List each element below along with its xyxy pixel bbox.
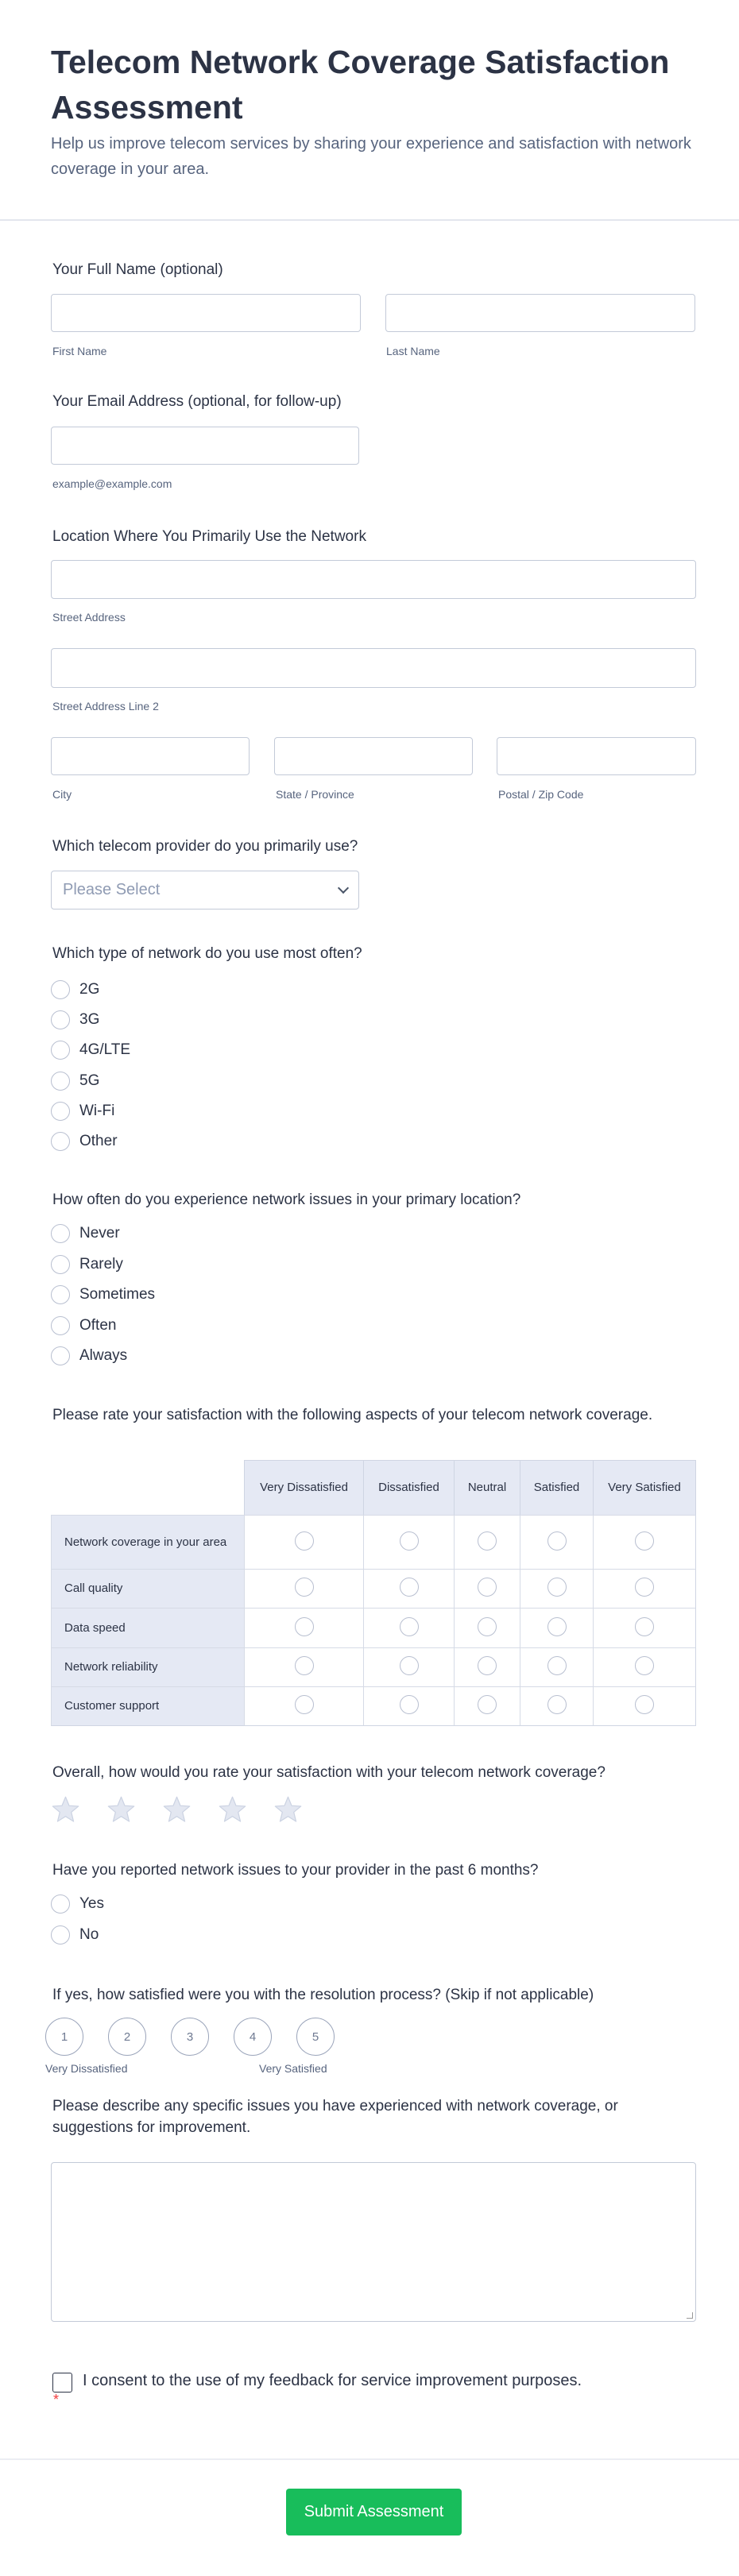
matrix-cell[interactable] — [363, 1647, 454, 1686]
radio-button[interactable] — [635, 1617, 654, 1636]
first-name-sublabel: First Name — [52, 345, 107, 357]
radio-button[interactable] — [51, 1041, 70, 1060]
radio-button[interactable] — [635, 1578, 654, 1597]
radio-label: 3G — [79, 1011, 100, 1029]
radio-button[interactable] — [635, 1656, 654, 1675]
radio-button[interactable] — [547, 1617, 567, 1636]
matrix-label: Please rate your satisfaction with the following aspects of your telecom network coverage. — [52, 1407, 653, 1423]
matrix-row-label: Customer support — [51, 1686, 244, 1726]
chevron-down-icon — [338, 882, 349, 893]
radio-button[interactable] — [51, 1285, 70, 1304]
radio-button[interactable] — [400, 1617, 419, 1636]
radio-option[interactable] — [51, 1253, 123, 1276]
matrix-cell[interactable] — [244, 1686, 363, 1726]
matrix-column-header: Very Dissatisfied — [244, 1460, 363, 1515]
radio-button[interactable] — [51, 1010, 70, 1029]
matrix-cell[interactable] — [454, 1515, 520, 1569]
consent-label: I consent to the use of my feedback for service improvement purposes. — [83, 2372, 582, 2389]
page-subtitle: Help us improve telecom services by sharing your experience and satisfaction with network coverage in your area. — [51, 135, 691, 178]
matrix-cell[interactable] — [520, 1569, 593, 1608]
street-address-2-sublabel: Street Address Line 2 — [52, 700, 159, 713]
matrix-column-header: Very Satisfied — [593, 1460, 696, 1515]
matrix-cell[interactable] — [593, 1647, 696, 1686]
provider-placeholder: Please Select — [63, 881, 161, 898]
scale-low-label: Very Dissatisfied — [45, 2062, 128, 2075]
radio-option[interactable] — [51, 1345, 127, 1367]
matrix-row — [51, 1686, 696, 1726]
matrix-cell[interactable] — [520, 1686, 593, 1726]
radio-option[interactable] — [51, 1130, 118, 1153]
matrix-cell[interactable] — [244, 1608, 363, 1647]
matrix-row-label: Network reliability — [51, 1647, 244, 1686]
location-label: Location Where You Primarily Use the Network — [52, 528, 366, 545]
radio-button[interactable] — [51, 1072, 70, 1091]
radio-button[interactable] — [400, 1531, 419, 1551]
first-name-input[interactable] — [51, 294, 361, 332]
radio-button[interactable] — [51, 1316, 70, 1335]
radio-option[interactable] — [51, 1893, 104, 1915]
star-icon[interactable] — [106, 1795, 136, 1828]
radio-label: 2G — [79, 981, 100, 998]
radio-button[interactable] — [478, 1578, 497, 1597]
matrix-cell[interactable] — [244, 1647, 363, 1686]
email-label: Your Email Address (optional, for follow-up) — [52, 393, 342, 410]
radio-option[interactable] — [51, 1222, 120, 1245]
scale-option[interactable]: 2 — [108, 2018, 146, 2056]
radio-button[interactable] — [51, 1894, 70, 1914]
email-sublabel: example@example.com — [52, 477, 172, 490]
radio-button[interactable] — [400, 1578, 419, 1597]
radio-button[interactable] — [635, 1531, 654, 1551]
footer-divider — [0, 2458, 739, 2460]
radio-option[interactable] — [51, 1009, 99, 1031]
radio-button[interactable] — [295, 1531, 314, 1551]
radio-label: Always — [79, 1347, 128, 1364]
matrix-cell[interactable] — [454, 1686, 520, 1726]
radio-button[interactable] — [400, 1656, 419, 1675]
radio-button[interactable] — [51, 980, 70, 999]
satisfaction-matrix — [51, 1460, 696, 1726]
provider-label: Which telecom provider do you primarily use? — [52, 838, 358, 855]
matrix-cell[interactable] — [593, 1686, 696, 1726]
matrix-row — [51, 1647, 696, 1686]
matrix-row-label: Data speed — [51, 1608, 244, 1647]
star-icon[interactable] — [218, 1795, 247, 1828]
radio-button[interactable] — [635, 1695, 654, 1714]
matrix-column-header: Neutral — [454, 1460, 520, 1515]
radio-button[interactable] — [547, 1695, 567, 1714]
last-name-sublabel: Last Name — [386, 345, 440, 357]
matrix-cell[interactable] — [363, 1608, 454, 1647]
radio-button[interactable] — [51, 1224, 70, 1243]
radio-option[interactable] — [51, 1924, 99, 1946]
state-sublabel: State / Province — [276, 788, 354, 801]
network-type-label: Which type of network do you use most often? — [52, 945, 362, 962]
radio-option[interactable] — [51, 979, 99, 1001]
matrix-row-label: Network coverage in your area — [51, 1515, 244, 1569]
radio-label: Never — [79, 1225, 120, 1242]
radio-option[interactable] — [51, 1039, 130, 1061]
matrix-corner — [51, 1460, 244, 1515]
last-name-input[interactable] — [385, 294, 695, 332]
resolution-label: If yes, how satisfied were you with the resolution process? (Skip if not applicable) — [52, 1987, 594, 2003]
matrix-row — [51, 1569, 696, 1608]
radio-option[interactable] — [51, 1284, 155, 1306]
matrix-cell[interactable] — [363, 1686, 454, 1726]
star-icon[interactable] — [51, 1795, 80, 1828]
matrix-cell[interactable] — [244, 1515, 363, 1569]
radio-button[interactable] — [478, 1617, 497, 1636]
comments-textarea[interactable] — [51, 2162, 696, 2322]
page-title: Telecom Network Coverage Satisfaction Assessment — [51, 44, 670, 126]
matrix-cell[interactable] — [454, 1608, 520, 1647]
radio-button[interactable] — [295, 1656, 314, 1675]
matrix-cell[interactable] — [520, 1647, 593, 1686]
scale-high-label: Very Satisfied — [259, 2062, 327, 2075]
radio-button[interactable] — [51, 1132, 70, 1151]
provider-select[interactable] — [51, 871, 359, 910]
radio-button[interactable] — [478, 1695, 497, 1714]
radio-button[interactable] — [547, 1578, 567, 1597]
scale-option[interactable]: 5 — [296, 2018, 335, 2056]
matrix-cell[interactable] — [454, 1647, 520, 1686]
state-input[interactable] — [274, 737, 473, 775]
overall-rating-label: Overall, how would you rate your satisfaction with your telecom network coverage? — [52, 1764, 606, 1781]
matrix-row — [51, 1608, 696, 1647]
radio-option[interactable] — [51, 1315, 116, 1337]
radio-button[interactable] — [295, 1617, 314, 1636]
matrix-row — [51, 1515, 696, 1569]
star-icon[interactable] — [162, 1795, 192, 1828]
radio-label: Other — [79, 1133, 118, 1149]
radio-button[interactable] — [547, 1656, 567, 1675]
matrix-cell[interactable] — [520, 1608, 593, 1647]
radio-button[interactable] — [51, 1925, 70, 1945]
matrix-cell[interactable] — [363, 1569, 454, 1608]
resolution-scale — [45, 2018, 335, 2056]
radio-button[interactable] — [478, 1531, 497, 1551]
radio-button[interactable] — [51, 1255, 70, 1274]
radio-button[interactable] — [295, 1695, 314, 1714]
radio-option[interactable] — [51, 1100, 114, 1122]
radio-label: Rarely — [79, 1255, 123, 1273]
matrix-column-header: Dissatisfied — [363, 1460, 454, 1515]
comments-label: Please describe any specific issues you have experienced with network coverage, or suggestions for improvement. — [52, 2098, 618, 2136]
radio-button[interactable] — [51, 1346, 70, 1365]
resize-grip-icon[interactable] — [687, 2312, 693, 2319]
street-address-2-input[interactable] — [51, 648, 696, 688]
matrix-cell[interactable] — [520, 1515, 593, 1569]
scale-option[interactable]: 1 — [45, 2018, 83, 2056]
radio-button[interactable] — [51, 1102, 70, 1121]
scale-option[interactable]: 4 — [234, 2018, 272, 2056]
full-name-label: Your Full Name (optional) — [52, 261, 223, 278]
matrix-row-label: Call quality — [51, 1569, 244, 1608]
header-divider — [0, 219, 739, 221]
radio-label: No — [79, 1926, 99, 1943]
street-address-input[interactable] — [51, 560, 696, 599]
star-icon[interactable] — [273, 1795, 303, 1828]
radio-label: 5G — [79, 1072, 100, 1089]
matrix-cell[interactable] — [593, 1608, 696, 1647]
matrix-cell[interactable] — [593, 1515, 696, 1569]
city-input[interactable] — [51, 737, 250, 775]
radio-label: Sometimes — [79, 1286, 156, 1303]
zip-input[interactable] — [497, 737, 696, 775]
radio-label: 4G/LTE — [79, 1041, 131, 1059]
matrix-cell[interactable] — [593, 1569, 696, 1608]
zip-sublabel: Postal / Zip Code — [498, 788, 584, 801]
matrix-column-header: Satisfied — [520, 1460, 593, 1515]
radio-button[interactable] — [478, 1656, 497, 1675]
radio-button[interactable] — [295, 1578, 314, 1597]
radio-button[interactable] — [547, 1531, 567, 1551]
matrix-cell[interactable] — [244, 1569, 363, 1608]
consent-checkbox[interactable] — [52, 2373, 72, 2393]
radio-button[interactable] — [400, 1695, 419, 1714]
email-input[interactable] — [51, 427, 359, 465]
issues-frequency-label: How often do you experience network issues in your primary location? — [52, 1191, 521, 1208]
radio-label: Often — [79, 1316, 117, 1334]
matrix-cell[interactable] — [454, 1569, 520, 1608]
scale-option[interactable]: 3 — [171, 2018, 209, 2056]
star-rating — [51, 1795, 303, 1828]
radio-label: Wi-Fi — [79, 1102, 115, 1119]
required-asterisk: * — [53, 2392, 60, 2408]
submit-button[interactable]: Submit Assessment — [286, 2489, 462, 2535]
city-sublabel: City — [52, 788, 72, 801]
matrix-cell[interactable] — [363, 1515, 454, 1569]
radio-label: Yes — [79, 1895, 104, 1912]
reported-label: Have you reported network issues to your provider in the past 6 months? — [52, 1862, 539, 1879]
radio-option[interactable] — [51, 1070, 99, 1092]
street-address-sublabel: Street Address — [52, 611, 126, 624]
